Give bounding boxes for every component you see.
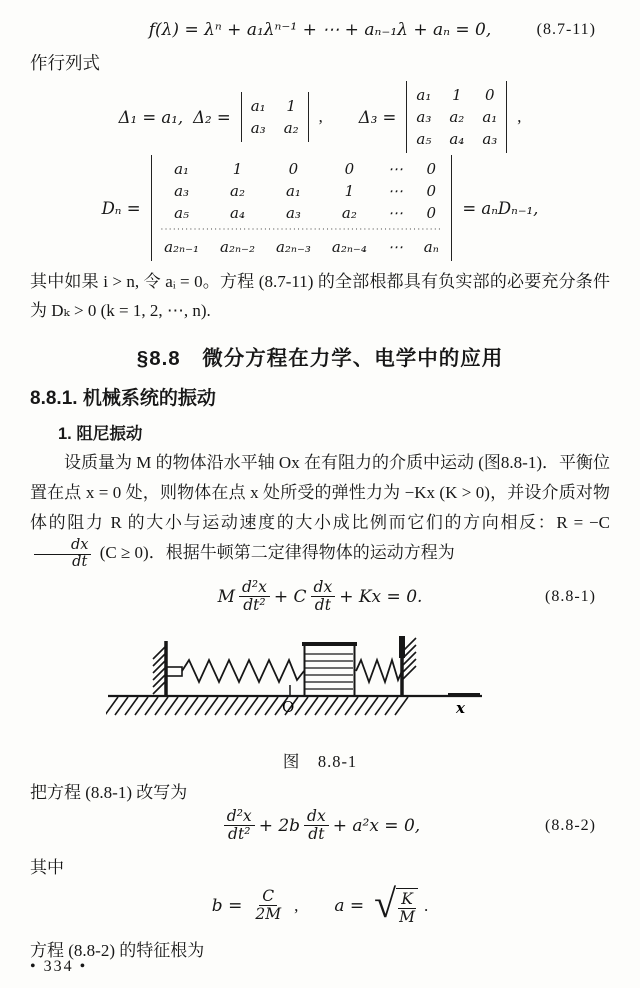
fraction-dx-dt xyxy=(304,808,329,844)
section-heading: §8.8 微分方程在力学、电学中的应用 xyxy=(136,347,504,370)
subsection-heading: 8.8.1. 机械系统的振动 xyxy=(30,388,216,409)
fraction-denominator: 2M xyxy=(255,905,282,924)
matrix-cell: 0 xyxy=(426,182,437,200)
spring-anchor-block xyxy=(166,667,182,676)
figure-caption: 图 8.8-1 xyxy=(282,751,358,771)
right-wall-cap xyxy=(399,636,405,658)
fraction-numerator: d²x xyxy=(239,579,270,597)
b-definition-lhs: b = xyxy=(211,895,243,916)
matrix-cell: a₃ xyxy=(416,108,432,126)
paragraph-text: 设质量为 M 的物体沿水平轴 Ox 在有阻力的介质中运动 (图8.8-1)．平衡位置在点 x = 0 处，则物体在点 x 处所受的弹性力为 −Kx (K > 0)，并设介质对物体的阻力 R 的大小与运动速度的大小成比例而它们的方向相反：R = −C xyxy=(30,453,610,532)
matrix-cell: ⋯ xyxy=(387,204,403,222)
matrix-cell: a₂ₙ₋₃ xyxy=(275,238,311,256)
equation-tag-8-7-11: (8.7-11) xyxy=(536,21,596,38)
fraction-numerator: dx xyxy=(34,538,91,554)
matrix-cell: a₂ xyxy=(449,108,465,126)
matrix-cell: a₁ xyxy=(285,182,301,200)
ground-hatch xyxy=(106,697,408,715)
fraction-dx-dt xyxy=(311,579,336,615)
matrix-cell: 0 xyxy=(426,204,437,222)
mass-block xyxy=(305,645,355,696)
right-spring xyxy=(356,660,402,682)
equation-tag-8-8-2: (8.8-2) xyxy=(545,816,596,834)
fraction-d2x-dt2 xyxy=(224,808,255,844)
x-axis-label: x xyxy=(456,698,465,717)
rewrite-line: 把方程 (8.8-1) 改写为 xyxy=(30,782,188,802)
fraction-k-m xyxy=(396,891,418,927)
dn-determinant-equation xyxy=(30,155,610,261)
figure-8-8-1 xyxy=(106,634,610,742)
matrix-cell: a₅ xyxy=(416,130,432,148)
matrix-cell: 0 xyxy=(288,160,299,178)
delta-1: Δ₁ = a₁, xyxy=(118,107,184,127)
fraction-numerator: dx xyxy=(311,579,336,597)
coefficient-definitions xyxy=(30,880,610,932)
matrix-cell: a₂ xyxy=(341,204,357,222)
matrix-cell: 1 xyxy=(232,160,243,178)
square-root xyxy=(374,880,418,927)
equation-8-8-1 xyxy=(30,574,610,620)
matrix-cell: a₃ xyxy=(250,119,266,137)
matrix-cell: a₃ xyxy=(285,204,301,222)
fraction-denominator: dt xyxy=(314,596,331,615)
fraction-numerator: C xyxy=(259,888,277,906)
fraction-numerator: dx xyxy=(304,808,329,826)
fraction-d2x-dt2 xyxy=(239,579,270,615)
mass-block-stripes xyxy=(305,654,353,689)
equation-tag-8-8-1: (8.8-1) xyxy=(545,587,596,605)
fraction-numerator: d²x xyxy=(224,808,255,826)
matrix-cell: a₁ xyxy=(416,86,432,104)
radical-sign: √ xyxy=(374,880,397,926)
fraction-denominator: dt² xyxy=(243,596,266,615)
mass-spring-diagram xyxy=(106,634,506,737)
equation-8-8-2 xyxy=(30,803,610,849)
dn-label: Dₙ = xyxy=(101,198,141,218)
page-number: • 334 • xyxy=(30,958,88,975)
fraction-c-2m xyxy=(252,888,284,924)
delta-3-comma: , xyxy=(517,107,522,126)
matrix-cell: 0 xyxy=(426,160,437,178)
dn-rhs: = aₙDₙ₋₁, xyxy=(462,198,539,218)
paragraph-text: (C ≥ 0)．根据牛顿第二定律得物体的运动方程为 xyxy=(99,543,455,562)
terminal-period: . xyxy=(423,895,429,915)
note-paragraph: 其中如果 i > n, 令 aᵢ = 0。方程 (8.7-11) 的全部根都具有负实部的必要充分条件为 Dₖ > 0 (k = 1, 2, ⋯, n). xyxy=(30,272,610,320)
matrix-cell: 0 xyxy=(485,86,495,104)
equation-8-7-11 xyxy=(30,18,610,42)
eq-term: M xyxy=(217,586,235,607)
delta-determinants-line xyxy=(30,81,610,153)
delta-3-label: Δ₃ = xyxy=(358,107,397,127)
matrix-cell: 0 xyxy=(344,160,355,178)
char-roots-line: 方程 (8.8-2) 的特征根为 xyxy=(30,940,205,960)
matrix-cell: a₃ xyxy=(482,130,498,148)
fraction-numerator: K xyxy=(398,891,416,909)
inline-fraction-dx-dt xyxy=(34,538,91,569)
origin-label: O xyxy=(282,697,295,716)
body-paragraph xyxy=(30,448,610,570)
matrix-ellipsis-row: ···································································· xyxy=(160,225,443,234)
matrix-cell: a₄ xyxy=(230,204,245,222)
radicand xyxy=(396,888,418,927)
matrix-cell: a₂ xyxy=(283,119,299,137)
separator-comma: , xyxy=(294,895,299,915)
matrix-cell: aₙ xyxy=(423,238,439,256)
matrix-cell: a₁ xyxy=(250,97,266,115)
eq-term: + 2b xyxy=(258,815,301,836)
matrix-cell: a₂ₙ₋₄ xyxy=(331,238,367,256)
dn-matrix xyxy=(151,155,453,261)
matrix-cell: 1 xyxy=(452,86,462,104)
a-definition-lhs: a = xyxy=(334,895,365,916)
delta-2-matrix xyxy=(241,92,309,142)
matrix-cell: ⋯ xyxy=(387,182,403,200)
where-label: 其中 xyxy=(30,857,64,877)
fraction-denominator: dt² xyxy=(228,825,251,844)
left-spring xyxy=(182,660,304,682)
eq-term: + a²x = 0, xyxy=(332,815,421,836)
matrix-cell: a₁ xyxy=(174,160,190,178)
equation-8-7-11-body: f(λ) = λⁿ + a₁λⁿ⁻¹ + ⋯ + aₙ₋₁λ + aₙ = 0, xyxy=(148,20,492,40)
matrix-cell: a₄ xyxy=(449,130,465,148)
left-wall-hatch xyxy=(153,646,166,694)
fraction-denominator: M xyxy=(399,908,415,927)
delta-2-comma: , xyxy=(318,107,323,126)
matrix-cell: a₂ₙ₋₂ xyxy=(220,238,255,256)
text-make-determinant: 作行列式 xyxy=(30,53,100,73)
eq-term: + C xyxy=(273,586,307,607)
list-item-damped-vibration: 1. 阻尼振动 xyxy=(58,425,143,443)
matrix-cell: ⋯ xyxy=(387,238,403,256)
delta-3-matrix xyxy=(406,81,507,153)
matrix-cell: a₅ xyxy=(174,204,190,222)
fraction-denominator: dt xyxy=(72,553,88,570)
matrix-cell: 1 xyxy=(344,182,355,200)
matrix-cell: a₂ₙ₋₁ xyxy=(164,238,200,256)
matrix-cell: ⋯ xyxy=(387,160,403,178)
delta-2-label: Δ₂ = xyxy=(193,107,231,127)
fraction-denominator: dt xyxy=(308,825,325,844)
matrix-cell: 1 xyxy=(286,97,296,115)
matrix-cell: a₁ xyxy=(482,108,498,126)
matrix-cell: a₂ xyxy=(230,182,245,200)
matrix-cell: a₃ xyxy=(174,182,190,200)
eq-term: + Kx = 0. xyxy=(339,586,423,607)
